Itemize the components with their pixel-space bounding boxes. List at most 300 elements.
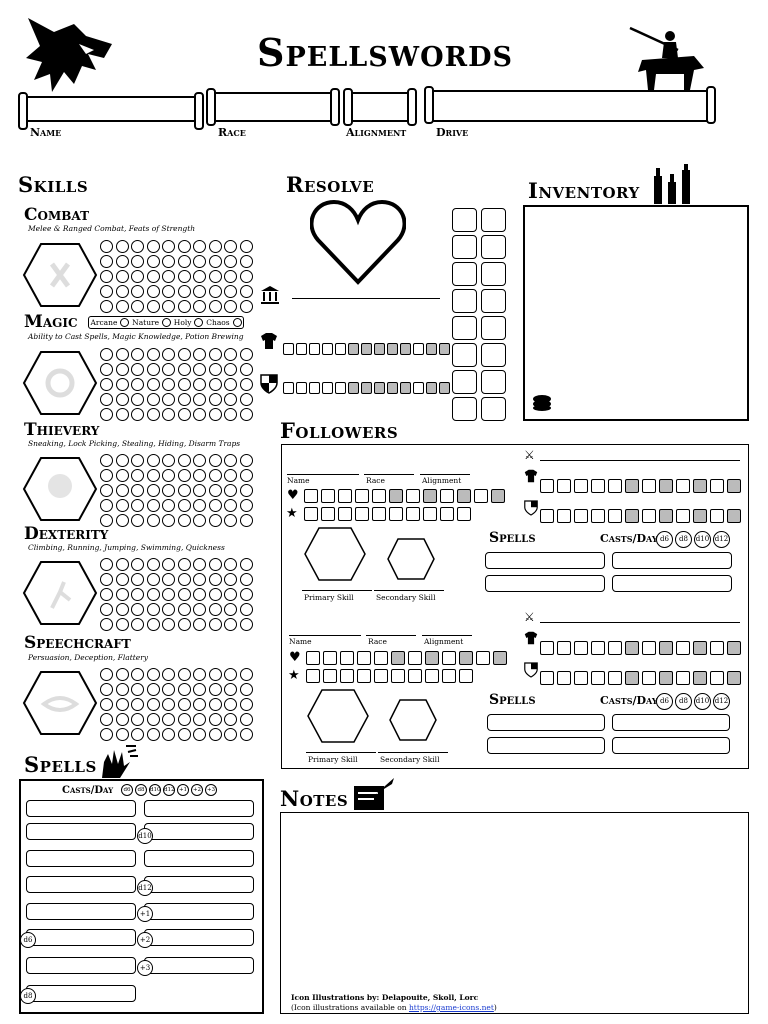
skill-point-circle[interactable] [100,363,113,376]
skill-point-circle[interactable] [100,728,113,741]
skill-point-circle[interactable] [131,603,144,616]
skill-point-circle[interactable] [209,240,222,253]
skill-point-circle[interactable] [209,558,222,571]
spells-die-d12[interactable]: d12 [163,784,175,796]
track-box[interactable] [642,509,656,523]
skill-point-circle[interactable] [116,348,129,361]
skill-point-circle[interactable] [240,393,253,406]
skill-point-circle[interactable] [240,514,253,527]
track-box[interactable] [574,641,588,655]
spell-slot[interactable] [144,929,254,946]
track-box[interactable] [457,507,471,521]
track-box[interactable] [625,509,639,523]
skill-point-circle[interactable] [131,588,144,601]
skill-point-circle[interactable] [209,363,222,376]
skill-point-circle[interactable] [147,558,160,571]
track-box[interactable] [442,651,456,665]
skill-point-circle[interactable] [193,713,206,726]
skill-point-circle[interactable] [209,588,222,601]
skill-point-circle[interactable] [147,514,160,527]
skill-point-circle[interactable] [224,713,237,726]
follower1-name-line[interactable] [287,474,359,475]
skill-point-circle[interactable] [178,618,191,631]
track-box[interactable] [608,641,622,655]
skill-point-circle[interactable] [116,255,129,268]
skill-point-circle[interactable] [162,588,175,601]
skill-point-circle[interactable] [131,255,144,268]
skill-point-circle[interactable] [224,603,237,616]
follower1-dice[interactable] [656,531,730,548]
skill-point-circle[interactable] [131,683,144,696]
skill-point-circle[interactable] [100,285,113,298]
skill-point-circle[interactable] [162,408,175,421]
skill-point-circle[interactable] [209,698,222,711]
track-box[interactable] [676,509,690,523]
track-box[interactable] [335,382,346,394]
follower2-die-d6[interactable]: d6 [656,693,673,710]
skill-point-circle[interactable] [209,285,222,298]
skill-point-circle[interactable] [209,514,222,527]
skill-point-circle[interactable] [162,240,175,253]
skill-point-circle[interactable] [224,698,237,711]
track-box[interactable] [338,489,352,503]
skill-point-circle[interactable] [240,698,253,711]
skill-point-circle[interactable] [147,393,160,406]
dexterity-circles[interactable] [100,558,254,632]
follower2-name-line[interactable] [289,635,361,636]
follower2-weapon-line[interactable] [540,622,740,623]
skill-point-circle[interactable] [193,728,206,741]
track-box[interactable] [693,509,707,523]
track-box[interactable] [459,651,473,665]
skill-point-circle[interactable] [100,484,113,497]
skill-point-circle[interactable] [116,558,129,571]
track-box[interactable] [557,671,571,685]
skill-point-circle[interactable] [178,408,191,421]
track-box[interactable] [372,489,386,503]
skill-point-circle[interactable] [224,514,237,527]
track-box[interactable] [591,509,605,523]
skill-point-circle[interactable] [162,454,175,467]
skill-point-circle[interactable] [178,698,191,711]
skill-point-circle[interactable] [147,698,160,711]
thievery-circles[interactable] [100,454,254,528]
track-box[interactable] [457,489,471,503]
skill-point-circle[interactable] [147,499,160,512]
skill-point-circle[interactable] [193,698,206,711]
skill-point-circle[interactable] [240,255,253,268]
skill-point-circle[interactable] [178,603,191,616]
track-box[interactable] [425,651,439,665]
skill-point-circle[interactable] [116,300,129,313]
skill-point-circle[interactable] [178,285,191,298]
skill-point-circle[interactable] [131,469,144,482]
skill-point-circle[interactable] [209,484,222,497]
skill-point-circle[interactable] [209,255,222,268]
follower2-primary-hex[interactable] [306,688,370,744]
skill-point-circle[interactable] [193,668,206,681]
school-chaos[interactable]: Chaos [206,318,230,327]
skill-point-circle[interactable] [147,668,160,681]
skill-point-circle[interactable] [162,698,175,711]
spell-slot[interactable] [144,876,254,893]
follower2-spell-slot[interactable] [612,714,730,731]
track-box[interactable] [321,507,335,521]
spell-slot[interactable] [26,876,136,893]
track-box[interactable] [574,509,588,523]
school-arcane-check[interactable] [120,318,129,327]
track-box[interactable] [459,669,473,683]
skill-point-circle[interactable] [240,378,253,391]
track-box[interactable] [591,641,605,655]
skill-point-circle[interactable] [240,240,253,253]
follower1-primary-hex[interactable] [303,526,367,582]
follower2-race-line[interactable] [366,635,416,636]
track-box[interactable] [309,343,320,355]
skill-point-circle[interactable] [209,683,222,696]
track-box[interactable] [693,641,707,655]
skill-point-circle[interactable] [178,393,191,406]
skill-point-circle[interactable] [162,713,175,726]
skill-point-circle[interactable] [116,408,129,421]
spells-die-plus3[interactable]: +3 [205,784,217,796]
skill-point-circle[interactable] [116,484,129,497]
follower2-secondary-hex[interactable] [388,698,438,742]
skill-point-circle[interactable] [162,270,175,283]
skill-point-circle[interactable] [147,363,160,376]
track-box[interactable] [355,489,369,503]
skill-point-circle[interactable] [224,255,237,268]
skill-point-circle[interactable] [147,588,160,601]
spell-slot[interactable] [144,850,254,867]
school-nature-check[interactable] [162,318,171,327]
follower1-armor-boxes[interactable] [540,479,741,493]
track-box[interactable] [304,489,318,503]
skill-point-circle[interactable] [224,240,237,253]
skill-point-circle[interactable] [193,300,206,313]
skill-point-circle[interactable] [193,378,206,391]
track-box[interactable] [323,651,337,665]
track-box[interactable] [642,641,656,655]
track-box[interactable] [304,507,318,521]
skill-point-circle[interactable] [116,713,129,726]
spell-slot[interactable] [144,800,254,817]
follower1-spell-slot[interactable] [485,575,605,592]
skill-point-circle[interactable] [162,469,175,482]
skill-point-circle[interactable] [131,300,144,313]
skill-point-circle[interactable] [178,573,191,586]
follower1-spell-slot[interactable] [485,552,605,569]
skill-point-circle[interactable] [209,300,222,313]
skill-point-circle[interactable] [178,270,191,283]
skill-point-circle[interactable] [178,588,191,601]
skill-point-circle[interactable] [193,255,206,268]
skill-point-circle[interactable] [178,728,191,741]
skill-point-circle[interactable] [193,573,206,586]
spells-die-d8[interactable]: d8 [135,784,147,796]
track-box[interactable] [348,343,359,355]
name-field[interactable] [22,96,200,122]
track-box[interactable] [309,382,320,394]
skill-point-circle[interactable] [116,668,129,681]
spell-slot[interactable] [144,903,254,920]
follower2-die-d12[interactable]: d12 [713,693,730,710]
track-box[interactable] [574,479,588,493]
skill-point-circle[interactable] [116,240,129,253]
track-box[interactable] [659,641,673,655]
follower1-xp-boxes[interactable] [304,507,471,521]
skill-point-circle[interactable] [116,573,129,586]
skill-point-circle[interactable] [100,558,113,571]
skill-point-circle[interactable] [193,454,206,467]
skill-point-circle[interactable] [209,618,222,631]
skill-point-circle[interactable] [224,270,237,283]
track-box[interactable] [389,507,403,521]
skill-point-circle[interactable] [147,408,160,421]
magic-school-bar[interactable] [88,316,244,329]
skill-point-circle[interactable] [178,484,191,497]
spell-slot[interactable] [26,823,136,840]
school-nature[interactable]: Nature [132,318,160,327]
skill-point-circle[interactable] [224,668,237,681]
track-box[interactable] [693,671,707,685]
track-box[interactable] [608,479,622,493]
skill-point-circle[interactable] [162,348,175,361]
combat-circles[interactable] [100,240,254,314]
track-box[interactable] [306,651,320,665]
skill-point-circle[interactable] [131,393,144,406]
skill-point-circle[interactable] [224,588,237,601]
skill-point-circle[interactable] [240,469,253,482]
skill-point-circle[interactable] [100,454,113,467]
spell-slot[interactable] [26,800,136,817]
skill-point-circle[interactable] [147,713,160,726]
track-box[interactable] [659,479,673,493]
skill-point-circle[interactable] [178,255,191,268]
skill-point-circle[interactable] [100,499,113,512]
track-box[interactable] [335,343,346,355]
skill-point-circle[interactable] [209,603,222,616]
skill-point-circle[interactable] [240,728,253,741]
skill-point-circle[interactable] [209,378,222,391]
track-box[interactable] [423,489,437,503]
skill-point-circle[interactable] [162,300,175,313]
follower1-race-line[interactable] [364,474,414,475]
skill-point-circle[interactable] [162,378,175,391]
track-box[interactable] [413,382,424,394]
follower2-secondary-line[interactable] [378,752,448,753]
track-box[interactable] [340,651,354,665]
track-box[interactable] [408,669,422,683]
track-box[interactable] [476,651,490,665]
armor-boxes[interactable] [283,343,450,355]
spell-slot[interactable] [144,957,254,974]
track-box[interactable] [557,479,571,493]
spell-slot[interactable] [26,850,136,867]
skill-point-circle[interactable] [131,408,144,421]
track-box[interactable] [710,479,724,493]
track-box[interactable] [625,479,639,493]
skill-point-circle[interactable] [178,668,191,681]
skill-point-circle[interactable] [209,270,222,283]
skill-point-circle[interactable] [209,469,222,482]
track-box[interactable] [439,382,450,394]
follower1-spell-slot[interactable] [612,575,732,592]
track-box[interactable] [348,382,359,394]
school-chaos-check[interactable] [233,318,242,327]
skill-point-circle[interactable] [224,618,237,631]
skill-point-circle[interactable] [147,348,160,361]
skill-point-circle[interactable] [240,285,253,298]
inventory-panel[interactable] [523,205,749,421]
track-box[interactable] [406,489,420,503]
track-box[interactable] [693,479,707,493]
skill-point-circle[interactable] [240,454,253,467]
track-box[interactable] [727,479,741,493]
follower2-die-d10[interactable]: d10 [694,693,711,710]
track-box[interactable] [727,671,741,685]
skill-point-circle[interactable] [224,573,237,586]
notes-panel[interactable] [280,812,749,1014]
skill-point-circle[interactable] [147,285,160,298]
alignment-field[interactable] [347,92,413,122]
skill-point-circle[interactable] [162,603,175,616]
skill-point-circle[interactable] [178,300,191,313]
speechcraft-circles[interactable] [100,668,254,742]
skill-point-circle[interactable] [131,499,144,512]
spells-die-d10[interactable]: d10 [149,784,161,796]
skill-point-circle[interactable] [100,378,113,391]
skill-point-circle[interactable] [240,558,253,571]
track-box[interactable] [608,509,622,523]
skill-point-circle[interactable] [131,618,144,631]
follower2-health-boxes[interactable] [306,651,507,665]
skill-point-circle[interactable] [240,588,253,601]
track-box[interactable] [389,489,403,503]
follower2-spell-slot[interactable] [487,714,605,731]
track-box[interactable] [322,343,333,355]
follower1-shield-boxes[interactable] [540,509,741,523]
skill-point-circle[interactable] [147,469,160,482]
track-box[interactable] [391,651,405,665]
skill-point-circle[interactable] [193,588,206,601]
skill-point-circle[interactable] [116,588,129,601]
spell-slot[interactable] [26,957,136,974]
skill-point-circle[interactable] [178,240,191,253]
skill-point-circle[interactable] [131,240,144,253]
skill-point-circle[interactable] [116,270,129,283]
skill-point-circle[interactable] [240,348,253,361]
spell-slot[interactable] [26,903,136,920]
follower1-die-d12[interactable]: d12 [713,531,730,548]
track-box[interactable] [710,509,724,523]
track-box[interactable] [426,343,437,355]
skill-point-circle[interactable] [224,348,237,361]
skill-point-circle[interactable] [100,683,113,696]
track-box[interactable] [322,382,333,394]
skill-point-circle[interactable] [100,270,113,283]
track-box[interactable] [387,343,398,355]
skill-point-circle[interactable] [224,408,237,421]
skill-point-circle[interactable] [116,728,129,741]
skill-point-circle[interactable] [224,378,237,391]
skill-point-circle[interactable] [147,603,160,616]
skill-point-circle[interactable] [131,728,144,741]
skill-point-circle[interactable] [147,270,160,283]
skill-point-circle[interactable] [162,255,175,268]
school-arcane[interactable]: Arcane [90,318,118,327]
skill-point-circle[interactable] [131,363,144,376]
skill-point-circle[interactable] [240,683,253,696]
skill-point-circle[interactable] [131,514,144,527]
skill-point-circle[interactable] [116,514,129,527]
skill-point-circle[interactable] [224,728,237,741]
follower2-die-d8[interactable]: d8 [675,693,692,710]
skill-point-circle[interactable] [209,348,222,361]
skill-point-circle[interactable] [224,454,237,467]
skill-point-circle[interactable] [147,255,160,268]
track-box[interactable] [357,651,371,665]
skill-point-circle[interactable] [209,408,222,421]
skill-point-circle[interactable] [178,713,191,726]
track-box[interactable] [372,507,386,521]
track-box[interactable] [540,479,554,493]
shield-boxes[interactable] [283,382,450,394]
track-box[interactable] [374,343,385,355]
skill-point-circle[interactable] [100,698,113,711]
skill-point-circle[interactable] [240,668,253,681]
skill-point-circle[interactable] [162,683,175,696]
track-box[interactable] [710,671,724,685]
skill-point-circle[interactable] [240,270,253,283]
skill-point-circle[interactable] [116,698,129,711]
skill-point-circle[interactable] [209,713,222,726]
follower1-secondary-line[interactable] [374,590,444,591]
skill-point-circle[interactable] [131,698,144,711]
spells-die-plus1[interactable]: +1 [177,784,189,796]
follower1-weapon-line[interactable] [540,460,740,461]
spell-slot[interactable] [26,929,136,946]
skill-point-circle[interactable] [100,603,113,616]
skill-point-circle[interactable] [178,363,191,376]
track-box[interactable] [400,343,411,355]
track-box[interactable] [361,382,372,394]
skill-point-circle[interactable] [162,618,175,631]
track-box[interactable] [625,641,639,655]
track-box[interactable] [491,489,505,503]
skill-point-circle[interactable] [147,300,160,313]
skill-point-circle[interactable] [178,558,191,571]
follower1-spell-slot[interactable] [612,552,732,569]
race-field[interactable] [210,92,336,122]
skill-point-circle[interactable] [147,683,160,696]
follower2-xp-boxes[interactable] [306,669,473,683]
skill-point-circle[interactable] [193,514,206,527]
skill-point-circle[interactable] [131,454,144,467]
skill-point-circle[interactable] [116,499,129,512]
skill-point-circle[interactable] [100,713,113,726]
track-box[interactable] [642,479,656,493]
track-box[interactable] [710,641,724,655]
spells-die-d6[interactable]: d6 [121,784,133,796]
skill-point-circle[interactable] [131,668,144,681]
track-box[interactable] [391,669,405,683]
skill-point-circle[interactable] [240,499,253,512]
track-box[interactable] [387,382,398,394]
skill-point-circle[interactable] [178,683,191,696]
track-box[interactable] [283,343,294,355]
skill-point-circle[interactable] [100,393,113,406]
